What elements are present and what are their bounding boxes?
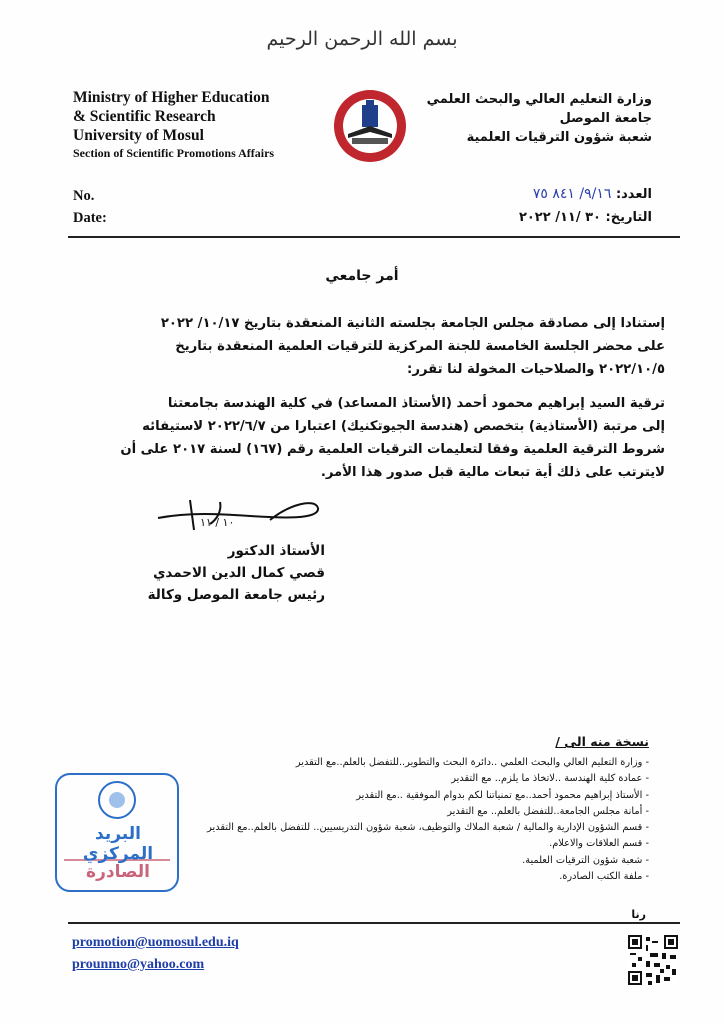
list-item: - الأستاذ إبراهيم محمود أحمد..مع تمنياتنا لكم بدوام الموفقية ..مع التقدير: [356, 789, 649, 801]
order-title: أمر جامعي: [325, 268, 399, 284]
copies-title: نسخة منه الى /: [555, 734, 649, 749]
signature-date: ١٠ / ١١: [200, 516, 235, 529]
stamp-central-mail-text: البريد المركزي: [82, 824, 154, 864]
number-label-ar: العدد:: [615, 187, 652, 202]
footer-divider: [68, 922, 680, 924]
bismillah-calligraphy: بسم الله الرحمن الرحيم: [266, 28, 458, 50]
handwritten-signature: [150, 490, 330, 540]
list-item: - شعبة شؤون الترقيات العلمية.: [522, 854, 649, 866]
ministry-name-ar: وزارة التعليم العالي والبحث العلمي: [426, 92, 652, 107]
paragraph-decision: [85, 392, 665, 484]
signatory-position: رئيس جامعة الموصل وكالة: [147, 587, 325, 603]
list-item: - ملفة الكتب الصادرة.: [559, 871, 649, 883]
paragraph-line: لايترتب على ذلك أية تبعات مالية قبل صدور هذا الأمر.: [320, 465, 665, 480]
list-item: - أمانة مجلس الجامعة..للتفضل بالعلم.. مع التقدير: [447, 805, 649, 817]
university-name-en: University of Mosul: [73, 127, 204, 144]
paragraph-line: على محضر الجلسة الخامسة للجنة المركزية للترقيات العلمية المنعقدة بتاريخ: [175, 339, 665, 354]
date-value: ٣٠ /١١/ ٢٠٢٢: [518, 210, 601, 225]
email-link-primary[interactable]: promotion@uomosul.edu.iq: [72, 935, 239, 950]
paragraph-line: شروط الترقية العلمية وفقا لتعليمات الترقيات العلمية رقم (١٦٧) لسنة ٢٠١٧ على أن: [120, 442, 665, 457]
typist-initials: رنا: [631, 908, 646, 921]
signatory-title: الأستاذ الدكتور: [227, 543, 325, 559]
date-label-en: Date:: [73, 210, 107, 226]
list-item: - قسم الشؤون الإدارية والمالية / شعبة الملاك والتوظيف، شعبة شؤون التدريسيين.. للتفضل بالعلم..مع التقدير: [207, 822, 649, 834]
university-name-ar: جامعة الموصل: [559, 111, 652, 126]
ministry-name-en-2: & Scientific Research: [73, 108, 216, 125]
header-arabic: [427, 90, 652, 147]
paragraph-line: إلى مرتبة (الأستاذية) بتخصص (هندسة الجيوتكنيك) اعتبارا من ٢٠٢٢/٦/٧ لاستيفائه: [142, 419, 665, 434]
number-label-en: No.: [73, 188, 95, 204]
header-english: [73, 88, 274, 161]
date-row-ar: [519, 210, 652, 225]
header-divider: [68, 236, 680, 238]
paragraph-line: ٢٠٢٢/١٠/٥ والصلاحيات المخولة لنا تقرر:: [407, 362, 665, 377]
ministry-name-en: Ministry of Higher Education: [73, 89, 270, 106]
list-item: - وزارة التعليم العالي والبحث العلمي ..دائرة البحث والتطوير..للتفضل بالعلم..مع التقدير: [295, 757, 649, 768]
section-name-ar: شعبة شؤون الترقيات العلمية: [466, 130, 652, 145]
signature-block: [147, 540, 325, 606]
number-value: ٩/١٦/ ٨٤١ ٧٥: [532, 186, 612, 202]
email-link-secondary[interactable]: prounmo@yahoo.com: [72, 957, 205, 972]
copies-list: [169, 755, 649, 885]
signatory-name: قصي كمال الدين الاحمدي: [153, 565, 325, 581]
paragraph-line: إستنادا إلى مصادقة مجلس الجامعة بجلسته الثانية المنعقدة بتاريخ ١٠/١٧/ ٢٠٢٢: [160, 316, 665, 331]
stamp-outgoing-text: الصادرة: [86, 862, 150, 882]
paragraph-line: ترقية السيد إبراهيم محمود أحمد (الأستاذ المساعد) في كلية الهندسة بجامعتنا: [167, 396, 665, 411]
qr-code: [628, 935, 678, 985]
university-logo: [332, 88, 408, 164]
paragraph-basis: [85, 312, 665, 381]
number-row-ar: [533, 186, 652, 202]
contact-emails: [72, 932, 239, 976]
list-item: - عمادة كلية الهندسة ..لاتخاذ ما يلزم.. مع التقدير: [451, 773, 649, 785]
date-label-ar: التاريخ:: [605, 210, 652, 225]
section-name-en: Section of Scientific Promotions Affairs: [73, 146, 275, 160]
list-item: - قسم العلاقات والاعلام.: [549, 838, 649, 850]
